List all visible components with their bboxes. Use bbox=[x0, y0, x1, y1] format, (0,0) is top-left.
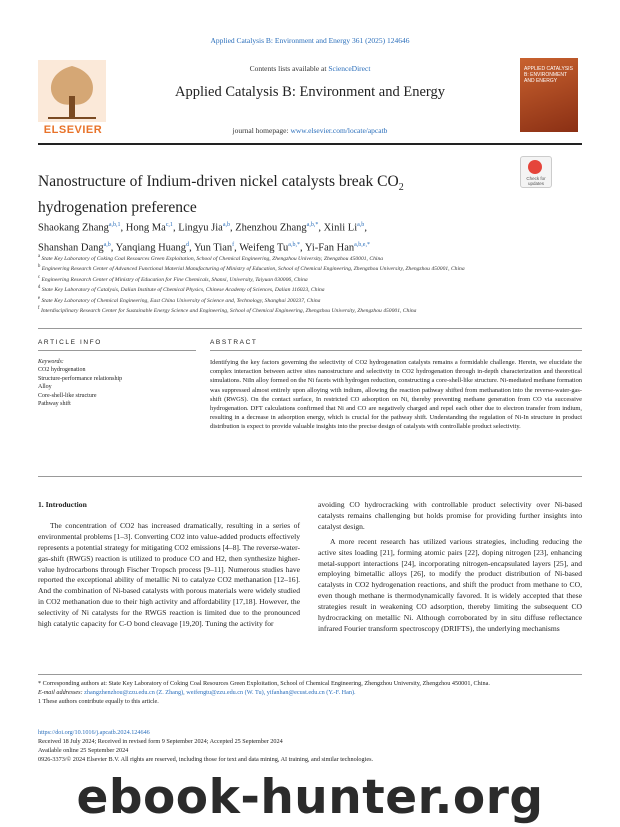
check-for-updates-label: Check for updates bbox=[526, 176, 546, 186]
keyword-item: Alloy bbox=[38, 384, 52, 391]
keyword-item: Structure-performance relationship bbox=[38, 375, 123, 382]
author-name[interactable]: Xinli Li bbox=[323, 222, 358, 234]
affiliation-key: a bbox=[38, 254, 41, 259]
keywords-block bbox=[38, 358, 198, 408]
affiliation-item bbox=[38, 274, 583, 284]
author-affiliation-mark[interactable]: a,b,* bbox=[288, 241, 300, 248]
homepage-link[interactable]: www.elsevier.com/locate/apcatb bbox=[290, 126, 388, 135]
keyword-item: CO2 hydrogenation bbox=[38, 367, 86, 374]
affiliation-text: Engineering Research Center of Advanced Functional Material Manufacturing of Ministry of Education, School of Chemical Engineering, Zhengzhou University, Zhengzhou 450001, China bbox=[41, 266, 465, 273]
abstract-end-rule bbox=[38, 476, 582, 477]
watermark-text: ebook-hunter.org bbox=[76, 770, 544, 825]
equal-contribution-note: 1 These authors contribute equally to this article. bbox=[38, 698, 159, 705]
author-affiliation-mark[interactable]: d bbox=[186, 241, 190, 248]
title-part-2: hydrogenation preference bbox=[38, 199, 197, 217]
abstract-text: Identifying the key factors governing the selectivity of CO2 hydrogenation catalysts remains a formidable challenge. Herein, we elucidate the complex interaction between active sites nanostructure and selectivity in CO2 hydrogenation through in-depth characterization and theoretical simulations. NiIn alloy formed on the Ni facets with hydrogen reduction, constructing a core-shell-like structure. Ni-mediated methane formation was suppressed almost entirely upon alloying with indium, allowing the reaction pathway shifted from methanation into the reverse-water-gas-shift (RWGS). On the contact surface, In restricted CO adsorption on Ni, thereby preventing methane generation from CO via successive hydrogenation. DFT calculations confirmed that Ni and CO are negatively charged and repel each other due to electron transfer from indium, resulting in a decrease in adsorption energy, which is crucial for the pathway shift. Understanding the regulation of Ni-In structure in product distribution is expect to provide valuable insights into the precise design of catalysts with controllable product selectivity. bbox=[210, 359, 582, 431]
body-paragraph: avoiding CO hydrocracking with controllable product selectivity over Ni-based catalysts remains challenging but holds promise for providing further insights into catalyst design. bbox=[318, 500, 582, 531]
affiliation-list bbox=[38, 253, 583, 316]
article-info-rule bbox=[38, 350, 196, 351]
author-name[interactable]: Yanqiang Huang bbox=[115, 242, 187, 253]
body-column-right bbox=[318, 500, 582, 635]
footnotes bbox=[38, 679, 583, 706]
journal-cover-title: APPLIED CATALYSIS B: ENVIRONMENT AND ENERGY bbox=[524, 66, 573, 84]
doi-link[interactable]: https://doi.org/10.1016/j.apcatb.2024.124646 bbox=[38, 729, 150, 736]
publication-info bbox=[38, 728, 583, 764]
author-affiliation-mark[interactable]: f bbox=[232, 241, 235, 248]
author-name[interactable]: Shanshan Dang bbox=[38, 242, 104, 253]
abstract-heading: ABSTRACT bbox=[210, 339, 258, 346]
affiliation-item bbox=[38, 253, 583, 263]
corresponding-author-note: * Corresponding authors at: State Key Laboratory of Coking Coal Resources Green Exploitation, School of Chemical Engineering, Zhengzhou University, Zhengzhou 450001, China. bbox=[38, 680, 490, 687]
author-name[interactable]: Yun Tian bbox=[193, 242, 233, 253]
keyword-item: Pathway shift bbox=[38, 401, 71, 408]
author-affiliation-mark[interactable]: a,b,* bbox=[306, 222, 319, 228]
title-subscript: 2 bbox=[398, 182, 404, 194]
affiliation-key: e bbox=[38, 295, 41, 301]
affiliation-text: Interdisciplinary Research Center for Sustainable Energy Science and Engineering, School of Chemical Engineering, Zhengzhou University, Zhengzhou 450001, China bbox=[40, 308, 417, 315]
body-paragraph: A more recent research has utilized various strategies, including reducing the active sites loading [21], forming atomic pairs [22], doping nitrogen [23], enhancing metal-support interactions [24], incorporating nitrogen-encapsulated layers [25], and employing bimetallic alloys [26], to modify the product distribution of Ni-based catalysts in CO2 hydrogenation reactions, and shift the product from methane to CO, even though methane is thermodynamically favored. It is widely accepted that these strategies result in weakening CO adsorption, thereby limiting the subsequent CO hydrocracking on metallic Ni. Although corroborated by in situ diffuse reflectance infrared Fourier transform spectroscopy (DRIFTS), the underlying mechanisms bbox=[318, 536, 582, 633]
author-affiliation-mark[interactable]: a,b,1 bbox=[108, 222, 121, 228]
email-addresses bbox=[38, 688, 583, 697]
article-info-heading: ARTICLE INFO bbox=[38, 339, 102, 346]
email-links[interactable]: zhangzhenzhou@zzu.edu.cn (Z. Zhang), weifengtu@zzu.edu.cn (W. Tu), yifanhan@ecust.edu.cn (Y.-F. Han). bbox=[84, 689, 356, 696]
author-name[interactable]: Weifeng Tu bbox=[239, 242, 289, 253]
affiliation-text: Engineering Research Center of Ministry of Education for Fine Chemicals, Shanxi, University, Taiyuan 030006, China bbox=[41, 276, 308, 283]
copyright-line: 0926-3373/© 2024 Elsevier B.V. All rights are reserved, including those for text and data mining, AI training, and similar technologies. bbox=[38, 756, 374, 763]
header-rule bbox=[38, 143, 582, 145]
publisher-name: ELSEVIER bbox=[43, 124, 103, 136]
affiliation-text: State Key Laboratory of Coking Coal Resources Green Exploitation, School of Chemical Engineering, Zhengzhou University, Zhengzhou 450001, China bbox=[41, 255, 384, 262]
contents-line bbox=[120, 64, 500, 73]
affiliation-key: b bbox=[38, 264, 41, 270]
available-online: Available online 25 September 2024 bbox=[38, 747, 129, 754]
author-name[interactable]: Shaokang Zhang bbox=[38, 222, 109, 234]
affiliation-text: State Key Laboratory of Catalysis, Dalian Institute of Chemical Physics, Chinese Academy of Sciences, Dalian 116023, China bbox=[41, 287, 325, 294]
author-list: Shaokang Zhang$^{a,b,1}$, Hong Ma$^{c,1}$, Lingyu Jia$^{a,b}$, Zhenzhou Zhang$^{a,b,*}$, Xinli Li$^{a,b}$, Shanshan Dang$^{a,b}$, Yanqiang Huang$^d$, Yun Tian$^f$, Weifeng $Tu^{a,b,*}$, Yi-Fan Han$^{a,b,e,*}$ bbox=[38, 222, 370, 253]
homepage-prefix: journal homepage: bbox=[232, 126, 291, 135]
received-dates: Received 18 July 2024; Received in revised form 9 September 2024; Accepted 25 September 2024 bbox=[38, 738, 283, 745]
affiliation-item bbox=[38, 305, 583, 315]
keyword-item: Core-shell-like structure bbox=[38, 392, 97, 399]
email-label: E-mail addresses: bbox=[38, 689, 85, 696]
affiliation-key: f bbox=[38, 306, 40, 312]
keywords-label: Keywords: bbox=[38, 359, 64, 365]
abstract-rule bbox=[210, 350, 582, 351]
journal-citation[interactable]: Applied Catalysis B: Environment and Energy 361 (2025) 124646 bbox=[210, 36, 410, 45]
author-affiliation-mark[interactable]: a,b,e,* bbox=[354, 241, 370, 248]
author-name[interactable]: Lingyu Jia bbox=[178, 222, 223, 234]
footnote-rule bbox=[38, 674, 582, 675]
affiliation-key: c bbox=[38, 274, 41, 280]
affiliation-item bbox=[38, 295, 583, 305]
article-title bbox=[38, 172, 508, 218]
section-rule bbox=[38, 328, 582, 329]
affiliation-item bbox=[38, 263, 583, 273]
author-name[interactable]: Yi-Fan Han bbox=[304, 242, 355, 253]
body-column-left bbox=[38, 500, 300, 630]
affiliation-item bbox=[38, 284, 583, 294]
author-affiliation-mark[interactable]: c,1 bbox=[165, 222, 173, 228]
author-affiliation-mark[interactable]: a,b bbox=[357, 222, 365, 228]
journal-homepage bbox=[120, 126, 500, 135]
author-name[interactable]: Zhenzhou Zhang bbox=[235, 222, 307, 234]
body-paragraph: The concentration of CO2 has increased dramatically, resulting in a series of environmental problems [1–3]. Converting CO2 into value-added products effectively represents a potential strategy for mitigating CO2 emissions [4–8]. The reverse-water-gas-shift (RWGS) reaction is utilized to produce CO and H2, then synthesize higher-value hydrocarbons through Fischer Tropsch process [9–11]. Numerous studies have reported the exceptional ability of metallic Ni to catalyze CO2 methanation [12–16]. And the combination of Ni-based catalysts with porous materials were widely studied in CO2 methanation due to their high activity and affordability [17,18]. However, the selectivity of Ni catalysts for the RWGS reaction is limited due to the pronounced high catalytic capacity for C-O bond cleavage [19,20]. Tuning the activity for bbox=[38, 520, 300, 629]
author-name[interactable]: Hong Ma bbox=[125, 222, 166, 234]
sciencedirect-link[interactable]: ScienceDirect bbox=[328, 64, 371, 73]
affiliation-text: State Key Laboratory of Chemical Engineering, East China University of Science and, Technology, Shanghai 200237, China bbox=[41, 297, 321, 304]
affiliation-key: d bbox=[38, 285, 41, 291]
introduction-heading: 1. Introduction bbox=[38, 500, 87, 509]
author-affiliation-mark[interactable]: a,b bbox=[222, 222, 230, 228]
journal-title: Applied Catalysis B: Environment and Energy bbox=[175, 84, 445, 100]
title-part-1: Nanostructure of Indium-driven nickel catalysts break CO bbox=[38, 173, 399, 190]
author-affiliation-mark[interactable]: a,b bbox=[103, 241, 111, 248]
elsevier-tree-logo-icon bbox=[38, 60, 106, 128]
contents-prefix: Contents lists available at bbox=[249, 64, 329, 73]
crossmark-icon bbox=[528, 160, 542, 174]
